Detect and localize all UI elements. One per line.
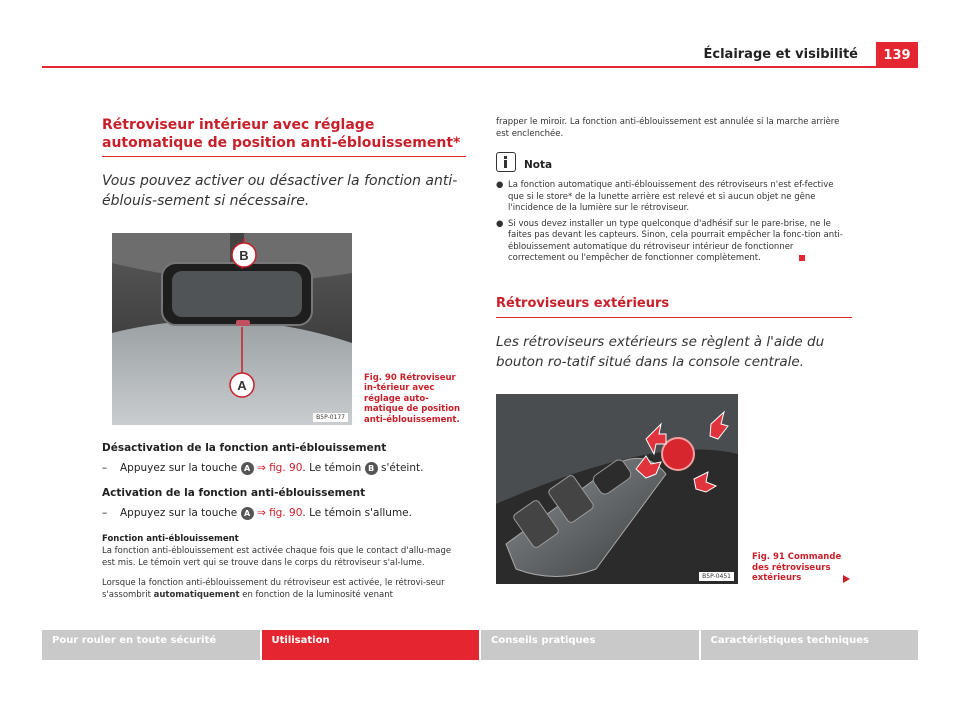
interior-mirror-illustration [112, 233, 352, 425]
note-bullet-1 [496, 180, 852, 215]
step-dash: – [102, 462, 108, 474]
tab-technical-specs[interactable]: Caractéristiques techniques [701, 630, 919, 660]
step-dash: – [102, 507, 108, 519]
interior-mirror-photo [112, 233, 352, 425]
key-a-badge: A [241, 507, 254, 520]
key-b-badge: B [365, 462, 378, 475]
activation-step [102, 505, 466, 521]
step-text: . Le témoin [302, 462, 362, 474]
bullet-dot: ● [496, 218, 504, 229]
note-block-header [496, 152, 852, 172]
bullet-dot: ● [496, 180, 504, 190]
paragraph-text: Lorsque la fonction anti-éblouissement du rétroviseur est activée, le rétrovi-seur s'assombrit [102, 578, 445, 600]
continue-arrow-icon [843, 575, 850, 583]
figure-90 [102, 233, 466, 425]
callout-a: A [237, 378, 247, 393]
step-text: s'éteint. [381, 462, 424, 474]
tab-safety[interactable]: Pour rouler en toute sécurité [42, 630, 260, 660]
intro-text: Les rétroviseurs extérieurs se règlent à l'aide du bouton ro-tatif situé dans la console centrale. [496, 333, 825, 370]
section-title-interior-mirror: Rétroviseur intérieur avec réglage automatique de position anti-éblouissement* [102, 116, 466, 157]
bullet-text: La fonction automatique anti-éblouissement des rétroviseurs n'est ef-fective que si le store* de la lunette arrière est relevé et si aucun objet ne gêne l'incidence de la lumière sur le rétroviseur. [508, 180, 834, 213]
figure-caption: Fig. 90 Rétroviseur in-térieur avec réglage auto-matique de position anti-éblouissement. [364, 372, 461, 425]
info-note-icon [496, 152, 516, 172]
running-header-title: Éclairage et visibilité [703, 47, 858, 62]
deactivation-step [102, 460, 466, 476]
right-column [496, 116, 852, 584]
header-rule [42, 66, 918, 68]
mirror-control-photo [496, 394, 738, 584]
key-a-badge: A [241, 462, 254, 475]
callout-b: B [239, 248, 249, 263]
subheading-activation: Activation de la fonction anti-éblouissement [102, 487, 366, 499]
note-bullet-2 [496, 219, 852, 265]
tab-practical-tips[interactable]: Conseils pratiques [481, 630, 699, 660]
mirror-control-illustration [496, 394, 738, 584]
page-number: 139 [876, 42, 918, 68]
fig-reference-link[interactable]: ⇒ fig. 90 [256, 462, 303, 474]
footer-nav [42, 630, 918, 660]
figure-code: B5P-0451 [699, 572, 734, 581]
note-label: Nota [524, 159, 553, 171]
figure-91 [496, 394, 852, 584]
step-text: Appuyez sur la touche [120, 507, 238, 519]
paragraph-text: en fonction de la luminosité venant [242, 590, 393, 600]
subheading-deactivation: Désactivation de la fonction anti-éblouissement [102, 442, 387, 454]
left-column [102, 116, 466, 601]
section-title-exterior-mirrors: Rétroviseurs extérieurs [496, 295, 852, 318]
intro-text: Vous pouvez activer ou désactiver la fonction anti-éblouis-sement si nécessaire. [102, 173, 458, 209]
step-text: . Le témoin s'allume. [302, 507, 412, 519]
tab-operation[interactable]: Utilisation [262, 630, 480, 660]
paragraph-function: La fonction anti-éblouissement est activée chaque fois que le contact d'allu-mage est mis. Le témoin vert qui se trouve dans le corps du rétroviseur s'al-lume. [102, 546, 452, 568]
paragraph-automatic [102, 577, 466, 601]
fig-reference-link[interactable]: ⇒ fig. 90 [256, 507, 303, 519]
section-end-marker [799, 255, 805, 261]
figure-caption: Fig. 91 Commande des rétroviseurs extérieurs [752, 552, 842, 583]
step-text: Appuyez sur la touche [120, 462, 238, 474]
subheading-function: Fonction anti-éblouissement [102, 534, 239, 544]
paragraph-emphasis: automatiquement [153, 590, 240, 600]
figure-code: B5P-0177 [313, 413, 348, 422]
bullet-text: Si vous devez installer un type quelconque d'adhésif sur le pare-brise, ne le faites pas devant les capteurs. Sinon, cela pourrait empêcher la fonc-tion anti-éblouissement automatique du rétroviseur intérieur de fonctionner correctement ou l'empêcher de fonctionner complètement. [508, 218, 843, 263]
continued-paragraph: frapper le miroir. La fonction anti-éblouissement est annulée si la marche arrière est enclenchée. [496, 117, 840, 139]
